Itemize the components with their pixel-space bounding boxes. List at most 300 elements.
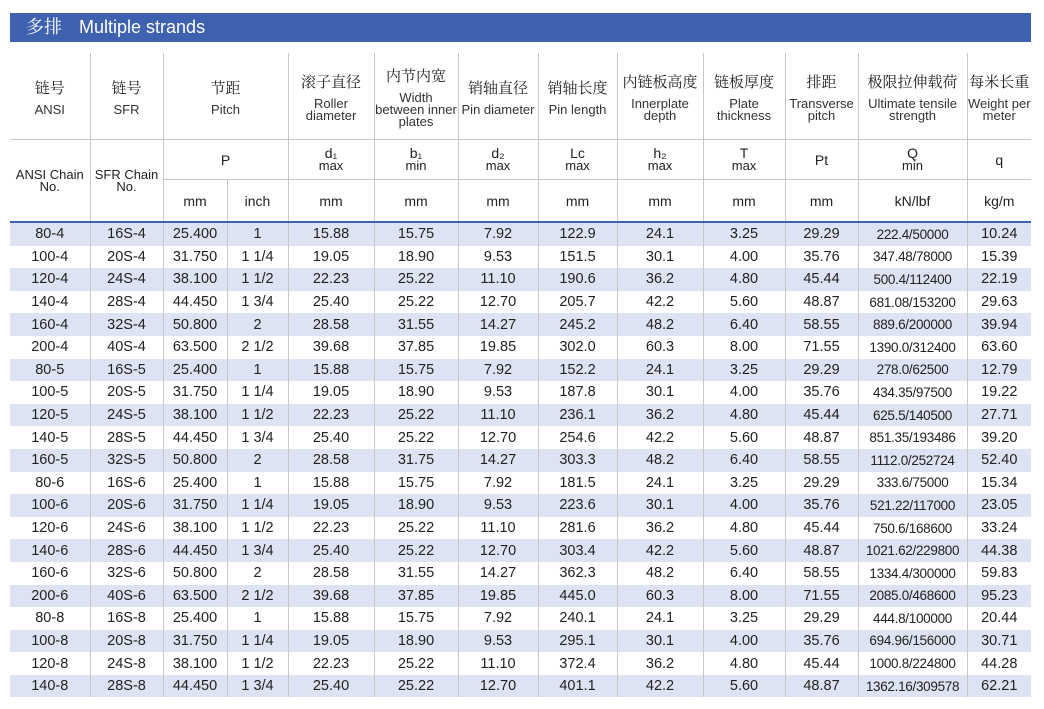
cell-pin-length: 401.1 xyxy=(538,675,617,698)
cell-transverse-pitch: 71.55 xyxy=(785,585,858,608)
table-row xyxy=(10,268,1031,291)
cell-pitch-mm: 31.750 xyxy=(163,494,227,517)
table-row xyxy=(10,336,1031,359)
cell-pitch-mm: 44.450 xyxy=(163,675,227,698)
cell-sfr: 28S-6 xyxy=(90,539,163,562)
header-pin-length xyxy=(538,53,617,140)
symbol-innerplate-sym: h₂ xyxy=(653,145,667,161)
cell-pitch-mm: 31.750 xyxy=(163,630,227,653)
cell-roller: 25.40 xyxy=(288,291,374,314)
cell-innerplate: 30.1 xyxy=(617,494,703,517)
cell-width: 15.75 xyxy=(374,359,458,382)
cell-plate-thickness: 4.80 xyxy=(703,652,785,675)
cell-transverse-pitch: 58.55 xyxy=(785,449,858,472)
unit-uts: kN/lbf xyxy=(858,180,967,223)
table-row xyxy=(10,246,1031,269)
cell-transverse-pitch: 58.55 xyxy=(785,313,858,336)
cell-uts: 1000.8/224800 xyxy=(858,652,967,675)
cell-pitch-mm: 44.450 xyxy=(163,291,227,314)
cell-pitch-inch: 1 xyxy=(227,607,288,630)
cell-width: 18.90 xyxy=(374,494,458,517)
cell-transverse-pitch: 29.29 xyxy=(785,222,858,246)
cell-innerplate: 30.1 xyxy=(617,630,703,653)
cell-uts: 521.22/117000 xyxy=(858,494,967,517)
header-ansi-chain-label: ANSI Chain No. xyxy=(15,166,84,194)
cell-roller: 39.68 xyxy=(288,336,374,359)
symbol-transverse-pitch: Pt xyxy=(785,140,858,180)
cell-transverse-pitch: 48.87 xyxy=(785,539,858,562)
table-row xyxy=(10,652,1031,675)
cell-roller: 19.05 xyxy=(288,246,374,269)
header-innerplate-en: Innerplate depth xyxy=(631,95,689,123)
table-row xyxy=(10,313,1031,336)
cell-pin-length: 445.0 xyxy=(538,585,617,608)
cell-innerplate: 24.1 xyxy=(617,222,703,246)
cell-transverse-pitch: 48.87 xyxy=(785,426,858,449)
cell-weight: 39.94 xyxy=(967,313,1031,336)
table-row xyxy=(10,359,1031,382)
cell-pitch-inch: 1 1/2 xyxy=(227,404,288,427)
symbol-plate-thickness-lim: max xyxy=(731,158,757,173)
cell-weight: 59.83 xyxy=(967,562,1031,585)
table-row xyxy=(10,472,1031,495)
cell-pin-diameter: 14.27 xyxy=(458,313,538,336)
cell-transverse-pitch: 35.76 xyxy=(785,246,858,269)
symbol-pin-diameter-sym: d₂ xyxy=(491,145,505,161)
table-row xyxy=(10,449,1031,472)
cell-uts: 278.0/62500 xyxy=(858,359,967,382)
cell-innerplate: 42.2 xyxy=(617,426,703,449)
cell-pin-diameter: 12.70 xyxy=(458,539,538,562)
cell-pitch-inch: 2 xyxy=(227,562,288,585)
cell-pin-diameter: 7.92 xyxy=(458,472,538,495)
cell-roller: 25.40 xyxy=(288,426,374,449)
cell-sfr: 20S-6 xyxy=(90,494,163,517)
cell-sfr: 40S-6 xyxy=(90,585,163,608)
cell-ansi: 100-5 xyxy=(10,381,90,404)
symbol-weight: q xyxy=(967,140,1031,180)
cell-sfr: 40S-4 xyxy=(90,336,163,359)
cell-weight: 95.23 xyxy=(967,585,1031,608)
cell-sfr: 20S-5 xyxy=(90,381,163,404)
cell-uts: 625.5/140500 xyxy=(858,404,967,427)
table-row xyxy=(10,675,1031,698)
cell-ansi: 140-4 xyxy=(10,291,90,314)
cell-pitch-mm: 38.100 xyxy=(163,652,227,675)
header-pin-diameter-en: Pin diameter xyxy=(461,101,535,117)
unit-innerplate: mm xyxy=(617,180,703,223)
cell-pin-length: 122.9 xyxy=(538,222,617,246)
cell-uts: 1334.4/300000 xyxy=(858,562,967,585)
cell-transverse-pitch: 45.44 xyxy=(785,268,858,291)
cell-pitch-mm: 31.750 xyxy=(163,246,227,269)
cell-uts: 1362.16/309578 xyxy=(858,675,967,698)
symbol-plate-thickness xyxy=(703,140,785,180)
cell-plate-thickness: 6.40 xyxy=(703,313,785,336)
cell-pitch-mm: 31.750 xyxy=(163,381,227,404)
cell-ansi: 160-4 xyxy=(10,313,90,336)
cell-uts: 347.48/78000 xyxy=(858,246,967,269)
cell-pin-length: 240.1 xyxy=(538,607,617,630)
cell-uts: 1112.0/252724 xyxy=(858,449,967,472)
cell-roller: 22.23 xyxy=(288,404,374,427)
header-sfr-zh: 链号 xyxy=(111,79,142,97)
cell-weight: 23.05 xyxy=(967,494,1031,517)
header-uts-zh: 极限拉伸载荷 xyxy=(867,73,958,91)
symbol-roller-sym: d₁ xyxy=(324,145,338,161)
cell-pitch-mm: 50.800 xyxy=(163,449,227,472)
cell-pin-length: 303.3 xyxy=(538,449,617,472)
symbol-uts-sym: Q xyxy=(907,145,918,161)
header-pin-length-en: Pin length xyxy=(548,101,607,117)
cell-plate-thickness: 6.40 xyxy=(703,562,785,585)
symbol-width xyxy=(374,140,458,180)
header-weight-en: Weight per meter xyxy=(967,95,1031,123)
cell-sfr: 16S-4 xyxy=(90,222,163,246)
cell-innerplate: 36.2 xyxy=(617,652,703,675)
cell-uts: 222.4/50000 xyxy=(858,222,967,246)
cell-ansi: 100-4 xyxy=(10,246,90,269)
cell-weight: 10.24 xyxy=(967,222,1031,246)
cell-roller: 15.88 xyxy=(288,359,374,382)
cell-pin-length: 302.0 xyxy=(538,336,617,359)
cell-uts: 1390.0/312400 xyxy=(858,336,967,359)
cell-ansi: 200-4 xyxy=(10,336,90,359)
cell-pin-length: 181.5 xyxy=(538,472,617,495)
cell-pin-diameter: 12.70 xyxy=(458,291,538,314)
cell-roller: 22.23 xyxy=(288,517,374,540)
cell-innerplate: 42.2 xyxy=(617,539,703,562)
cell-plate-thickness: 4.00 xyxy=(703,630,785,653)
cell-innerplate: 48.2 xyxy=(617,562,703,585)
symbol-innerplate-lim: max xyxy=(647,158,673,173)
cell-pitch-mm: 25.400 xyxy=(163,359,227,382)
cell-weight: 15.39 xyxy=(967,246,1031,269)
symbol-pin-length xyxy=(538,140,617,180)
cell-innerplate: 30.1 xyxy=(617,246,703,269)
cell-sfr: 32S-5 xyxy=(90,449,163,472)
cell-width: 25.22 xyxy=(374,268,458,291)
unit-transverse-pitch: mm xyxy=(785,180,858,223)
cell-weight: 22.19 xyxy=(967,268,1031,291)
symbol-width-lim: min xyxy=(405,158,427,173)
cell-weight: 12.79 xyxy=(967,359,1031,382)
table-row xyxy=(10,291,1031,314)
table-row xyxy=(10,562,1031,585)
header-pitch-zh: 节距 xyxy=(210,79,241,97)
cell-plate-thickness: 4.80 xyxy=(703,404,785,427)
cell-pitch-mm: 44.450 xyxy=(163,426,227,449)
header-weight xyxy=(967,53,1031,140)
cell-ansi: 120-6 xyxy=(10,517,90,540)
cell-sfr: 28S-4 xyxy=(90,291,163,314)
cell-width: 37.85 xyxy=(374,336,458,359)
symbol-pin-length-sym: Lc xyxy=(570,145,585,161)
cell-pitch-inch: 1 3/4 xyxy=(227,291,288,314)
cell-ansi: 160-6 xyxy=(10,562,90,585)
header-roller-en: Roller diameter xyxy=(305,95,357,123)
cell-width: 25.22 xyxy=(374,404,458,427)
cell-plate-thickness: 5.60 xyxy=(703,539,785,562)
cell-ansi: 80-6 xyxy=(10,472,90,495)
cell-uts: 2085.0/468600 xyxy=(858,585,967,608)
section-title-bar xyxy=(10,13,1031,42)
cell-roller: 19.05 xyxy=(288,630,374,653)
cell-pitch-mm: 50.800 xyxy=(163,313,227,336)
cell-pitch-inch: 1 3/4 xyxy=(227,426,288,449)
symbol-plate-thickness-sym: T xyxy=(739,145,749,161)
cell-width: 37.85 xyxy=(374,585,458,608)
cell-pin-length: 151.5 xyxy=(538,246,617,269)
cell-sfr: 24S-6 xyxy=(90,517,163,540)
cell-plate-thickness: 4.00 xyxy=(703,381,785,404)
header-weight-zh: 每米长重 xyxy=(969,73,1030,91)
cell-transverse-pitch: 71.55 xyxy=(785,336,858,359)
cell-weight: 29.63 xyxy=(967,291,1031,314)
cell-plate-thickness: 5.60 xyxy=(703,291,785,314)
cell-ansi: 140-6 xyxy=(10,539,90,562)
table-row xyxy=(10,404,1031,427)
header-row-names xyxy=(10,53,1031,140)
cell-pitch-mm: 44.450 xyxy=(163,539,227,562)
cell-weight: 30.71 xyxy=(967,630,1031,653)
cell-roller: 28.58 xyxy=(288,313,374,336)
cell-pitch-inch: 1 1/4 xyxy=(227,494,288,517)
cell-roller: 15.88 xyxy=(288,472,374,495)
cell-plate-thickness: 8.00 xyxy=(703,585,785,608)
cell-pin-length: 281.6 xyxy=(538,517,617,540)
header-plate-thickness xyxy=(703,53,785,140)
section-title-zh: 多排 xyxy=(26,17,62,37)
cell-width: 18.90 xyxy=(374,630,458,653)
cell-innerplate: 42.2 xyxy=(617,675,703,698)
symbol-pin-length-lim: max xyxy=(565,158,590,173)
cell-pitch-mm: 25.400 xyxy=(163,607,227,630)
symbol-innerplate xyxy=(617,140,703,180)
table-row xyxy=(10,585,1031,608)
cell-pin-length: 187.8 xyxy=(538,381,617,404)
cell-innerplate: 36.2 xyxy=(617,268,703,291)
cell-ansi: 140-8 xyxy=(10,675,90,698)
cell-pin-length: 372.4 xyxy=(538,652,617,675)
cell-sfr: 28S-8 xyxy=(90,675,163,698)
cell-pitch-inch: 1 1/4 xyxy=(227,630,288,653)
cell-width: 15.75 xyxy=(374,607,458,630)
cell-roller: 28.58 xyxy=(288,562,374,585)
cell-sfr: 24S-8 xyxy=(90,652,163,675)
cell-uts: 333.6/75000 xyxy=(858,472,967,495)
header-pitch xyxy=(163,53,288,140)
cell-uts: 434.35/97500 xyxy=(858,381,967,404)
unit-pin-diameter: mm xyxy=(458,180,538,223)
header-sfr xyxy=(90,53,163,140)
cell-width: 25.22 xyxy=(374,426,458,449)
header-width-zh: 内节内宽 xyxy=(386,67,447,85)
cell-pin-diameter: 7.92 xyxy=(458,359,538,382)
table-row xyxy=(10,222,1031,246)
cell-width: 31.55 xyxy=(374,562,458,585)
cell-pitch-inch: 1 1/2 xyxy=(227,652,288,675)
cell-innerplate: 24.1 xyxy=(617,359,703,382)
cell-ansi: 100-6 xyxy=(10,494,90,517)
cell-weight: 62.21 xyxy=(967,675,1031,698)
cell-roller: 39.68 xyxy=(288,585,374,608)
header-ansi xyxy=(10,53,90,140)
cell-transverse-pitch: 48.87 xyxy=(785,291,858,314)
cell-sfr: 24S-4 xyxy=(90,268,163,291)
cell-sfr: 32S-6 xyxy=(90,562,163,585)
cell-transverse-pitch: 29.29 xyxy=(785,607,858,630)
cell-plate-thickness: 3.25 xyxy=(703,359,785,382)
cell-sfr: 16S-8 xyxy=(90,607,163,630)
cell-width: 31.75 xyxy=(374,449,458,472)
cell-weight: 44.38 xyxy=(967,539,1031,562)
unit-plate-thickness: mm xyxy=(703,180,785,223)
cell-pin-diameter: 9.53 xyxy=(458,494,538,517)
cell-pitch-inch: 1 1/4 xyxy=(227,246,288,269)
cell-roller: 28.58 xyxy=(288,449,374,472)
cell-width: 18.90 xyxy=(374,381,458,404)
cell-pin-diameter: 12.70 xyxy=(458,426,538,449)
cell-ansi: 80-4 xyxy=(10,222,90,246)
cell-pin-diameter: 9.53 xyxy=(458,630,538,653)
table-row xyxy=(10,539,1031,562)
cell-ansi: 100-8 xyxy=(10,630,90,653)
cell-pin-length: 245.2 xyxy=(538,313,617,336)
cell-pitch-inch: 2 1/2 xyxy=(227,336,288,359)
cell-weight: 27.71 xyxy=(967,404,1031,427)
cell-roller: 25.40 xyxy=(288,675,374,698)
cell-pin-diameter: 11.10 xyxy=(458,652,538,675)
cell-pin-diameter: 7.92 xyxy=(458,222,538,246)
cell-roller: 19.05 xyxy=(288,381,374,404)
cell-plate-thickness: 5.60 xyxy=(703,675,785,698)
cell-pitch-mm: 25.400 xyxy=(163,222,227,246)
cell-transverse-pitch: 48.87 xyxy=(785,675,858,698)
cell-uts: 851.35/193486 xyxy=(858,426,967,449)
cell-pitch-mm: 63.500 xyxy=(163,585,227,608)
cell-pin-length: 152.2 xyxy=(538,359,617,382)
cell-uts: 694.96/156000 xyxy=(858,630,967,653)
cell-transverse-pitch: 29.29 xyxy=(785,472,858,495)
unit-weight: kg/m xyxy=(967,180,1031,223)
symbol-uts-lim: min xyxy=(902,158,923,173)
table-row xyxy=(10,494,1031,517)
cell-innerplate: 60.3 xyxy=(617,585,703,608)
cell-width: 25.22 xyxy=(374,652,458,675)
cell-ansi: 80-8 xyxy=(10,607,90,630)
cell-plate-thickness: 3.25 xyxy=(703,222,785,246)
cell-pitch-inch: 2 xyxy=(227,313,288,336)
cell-weight: 39.20 xyxy=(967,426,1031,449)
cell-pin-length: 223.6 xyxy=(538,494,617,517)
cell-pitch-mm: 38.100 xyxy=(163,404,227,427)
cell-pitch-mm: 38.100 xyxy=(163,517,227,540)
cell-plate-thickness: 3.25 xyxy=(703,472,785,495)
unit-pitch-mm: mm xyxy=(163,180,227,223)
header-transverse-pitch-zh: 排距 xyxy=(806,73,837,91)
cell-uts: 889.6/200000 xyxy=(858,313,967,336)
symbol-roller-lim: max xyxy=(318,158,344,173)
symbol-roller xyxy=(288,140,374,180)
cell-innerplate: 30.1 xyxy=(617,381,703,404)
unit-roller: mm xyxy=(288,180,374,223)
cell-weight: 52.40 xyxy=(967,449,1031,472)
cell-pitch-inch: 1 3/4 xyxy=(227,675,288,698)
cell-plate-thickness: 4.00 xyxy=(703,246,785,269)
cell-plate-thickness: 4.80 xyxy=(703,268,785,291)
header-row-symbols xyxy=(10,140,1031,180)
cell-transverse-pitch: 45.44 xyxy=(785,404,858,427)
cell-transverse-pitch: 45.44 xyxy=(785,517,858,540)
cell-weight: 15.34 xyxy=(967,472,1031,495)
cell-pitch-inch: 2 1/2 xyxy=(227,585,288,608)
header-transverse-pitch xyxy=(785,53,858,140)
cell-ansi: 160-5 xyxy=(10,449,90,472)
cell-width: 15.75 xyxy=(374,472,458,495)
cell-pitch-inch: 1 1/4 xyxy=(227,381,288,404)
cell-transverse-pitch: 35.76 xyxy=(785,494,858,517)
unit-width: mm xyxy=(374,180,458,223)
cell-roller: 15.88 xyxy=(288,222,374,246)
header-ansi-chain xyxy=(10,140,90,223)
table-row xyxy=(10,426,1031,449)
cell-uts: 444.8/100000 xyxy=(858,607,967,630)
cell-plate-thickness: 5.60 xyxy=(703,426,785,449)
cell-pitch-inch: 1 xyxy=(227,359,288,382)
header-pin-diameter xyxy=(458,53,538,140)
cell-pin-diameter: 11.10 xyxy=(458,517,538,540)
header-row-units xyxy=(10,180,1031,223)
cell-plate-thickness: 3.25 xyxy=(703,607,785,630)
cell-sfr: 16S-6 xyxy=(90,472,163,495)
cell-weight: 44.28 xyxy=(967,652,1031,675)
cell-sfr: 32S-4 xyxy=(90,313,163,336)
cell-plate-thickness: 6.40 xyxy=(703,449,785,472)
cell-innerplate: 24.1 xyxy=(617,472,703,495)
cell-pin-length: 254.6 xyxy=(538,426,617,449)
cell-innerplate: 42.2 xyxy=(617,291,703,314)
cell-pin-length: 295.1 xyxy=(538,630,617,653)
cell-pin-diameter: 9.53 xyxy=(458,246,538,269)
table-row xyxy=(10,607,1031,630)
cell-pin-diameter: 11.10 xyxy=(458,268,538,291)
cell-ansi: 140-5 xyxy=(10,426,90,449)
cell-pin-diameter: 11.10 xyxy=(458,404,538,427)
cell-ansi: 120-4 xyxy=(10,268,90,291)
cell-pin-diameter: 19.85 xyxy=(458,585,538,608)
cell-pin-diameter: 19.85 xyxy=(458,336,538,359)
header-uts xyxy=(858,53,967,140)
cell-pitch-inch: 1 1/2 xyxy=(227,517,288,540)
header-ansi-zh: 链号 xyxy=(34,79,65,97)
header-plate-thickness-zh: 链板厚度 xyxy=(714,73,775,91)
cell-roller: 22.23 xyxy=(288,268,374,291)
cell-pin-diameter: 9.53 xyxy=(458,381,538,404)
cell-sfr: 16S-5 xyxy=(90,359,163,382)
header-transverse-pitch-en: Transverse pitch xyxy=(789,95,854,123)
cell-pin-diameter: 14.27 xyxy=(458,449,538,472)
cell-pin-length: 236.1 xyxy=(538,404,617,427)
cell-width: 18.90 xyxy=(374,246,458,269)
cell-pin-length: 362.3 xyxy=(538,562,617,585)
header-width-en: Width between inner plates xyxy=(375,89,457,129)
cell-pin-length: 205.7 xyxy=(538,291,617,314)
cell-pitch-inch: 2 xyxy=(227,449,288,472)
header-ansi-en: ANSI xyxy=(34,101,65,117)
cell-pin-length: 190.6 xyxy=(538,268,617,291)
chain-spec-table xyxy=(10,53,1031,697)
